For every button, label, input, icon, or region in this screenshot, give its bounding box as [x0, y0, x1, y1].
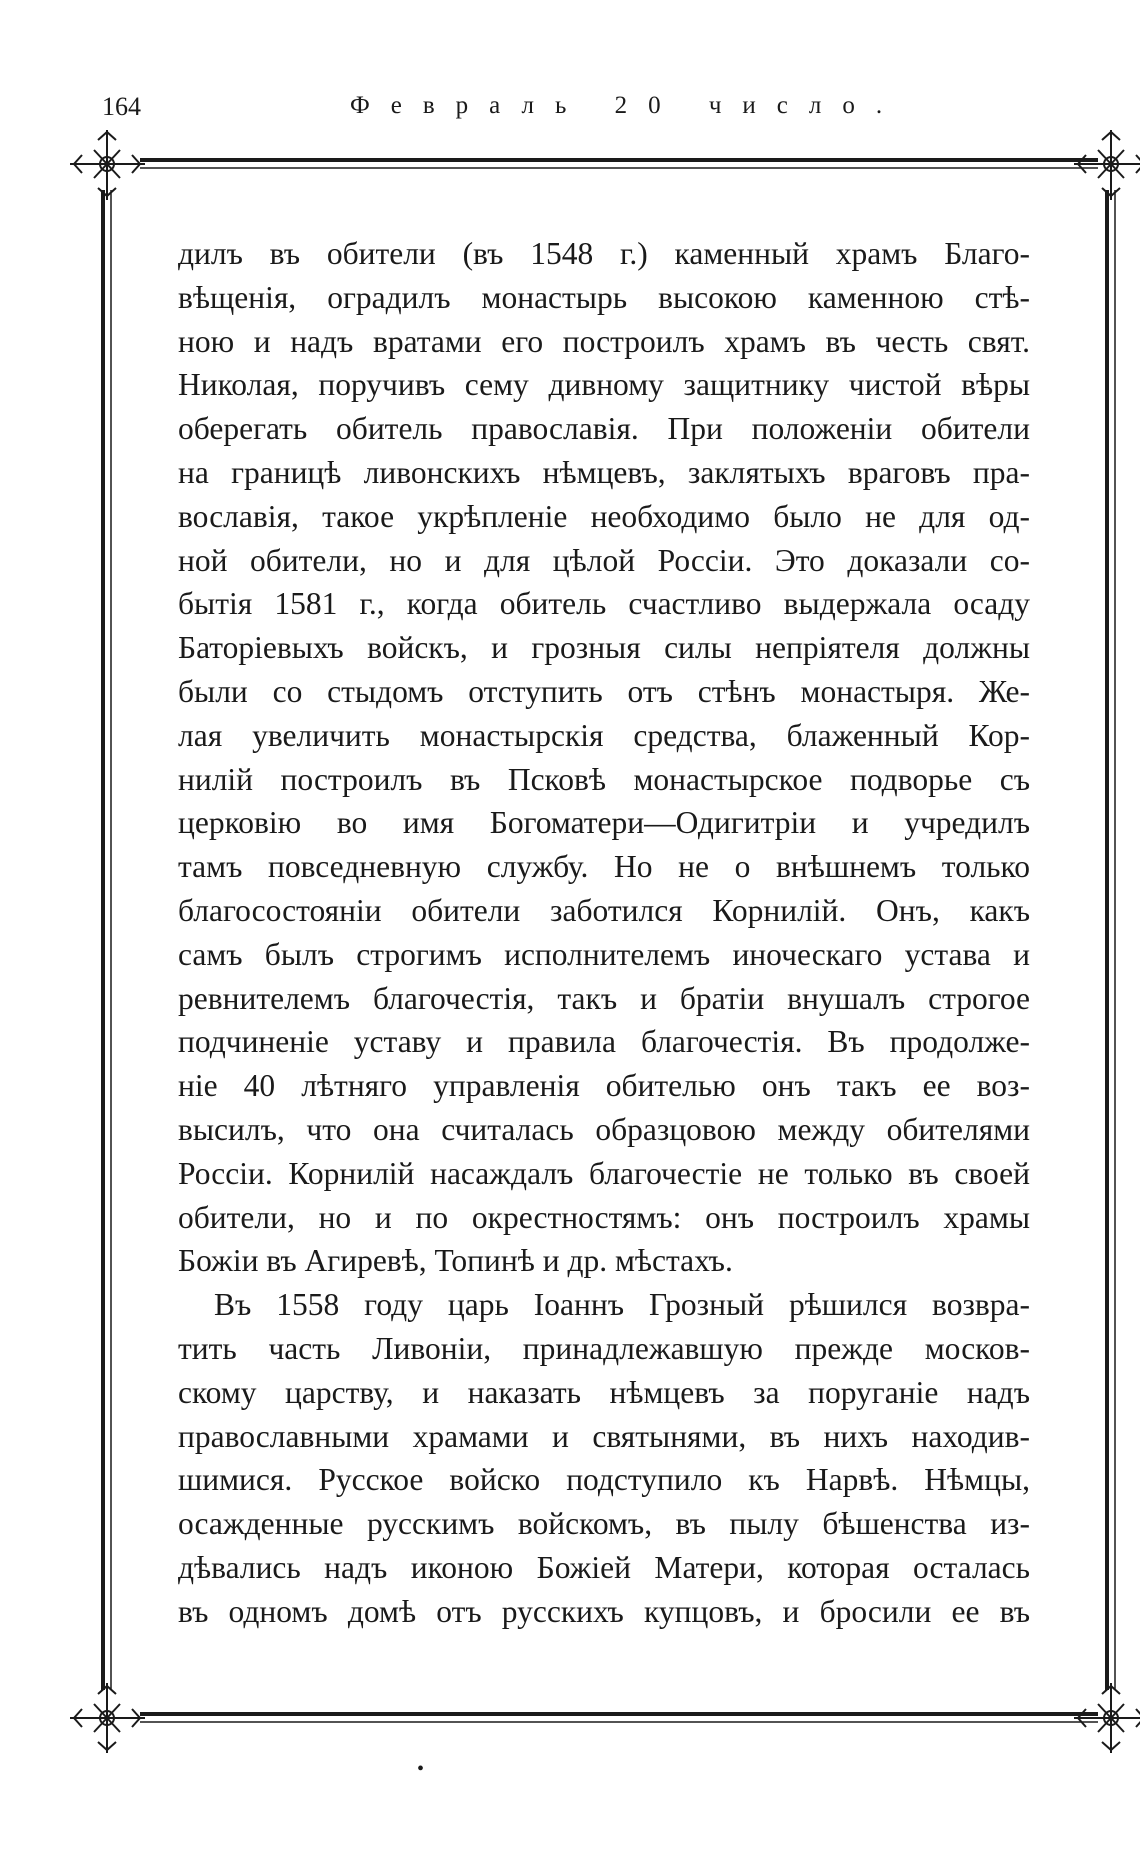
text-line: высилъ, что она считалась образцовою между обителями — [178, 1111, 1030, 1147]
text-line: бытія 1581 г., когда обитель счастливо выдержала осаду — [178, 586, 1030, 622]
corner-ornament-bottom-left — [70, 1683, 145, 1753]
running-title: Февраль 20 число. — [350, 92, 904, 119]
text-line: ревнителемъ благочестія, такъ и братіи внушалъ строгое — [178, 980, 1030, 1016]
text-line: лая увеличить монастырскія средства, блаженный Кор- — [178, 717, 1030, 753]
text-line: Баторіевыхъ войскъ, и грозныя силы непріятеля должны — [178, 630, 1030, 666]
text-line: ной обители, но и для цѣлой Россіи. Это доказали со- — [178, 542, 1030, 578]
page-number: 164 — [102, 92, 141, 121]
text-line: осажденные русскимъ войскомъ, въ пылу бѣшенства из- — [178, 1506, 1030, 1542]
text-line: Въ 1558 году царь Іоаннъ Грозный рѣшился возвра- — [214, 1287, 1030, 1323]
text-line: самъ былъ строгимъ исполнителемъ иноческаго устава и — [178, 936, 1030, 972]
text-line: ною и надъ вратами его построилъ храмъ въ честь свят. — [178, 323, 1030, 359]
text-line: Николая, поручивъ сему дивному защитнику чистой вѣры — [178, 367, 1030, 403]
footer-mark: • — [417, 1758, 425, 1780]
body-text — [178, 232, 1030, 1634]
text-line: скому царству, и наказать нѣмцевъ за поруганіе надъ — [178, 1374, 1030, 1410]
text-line: вославія, такое укрѣпленіе необходимо было не для од- — [178, 498, 1030, 534]
text-line: обители, но и по окрестностямъ: онъ построилъ храмы — [178, 1199, 1030, 1235]
text-line: нилій построилъ въ Псковѣ монастырское подворье съ — [178, 761, 1030, 797]
text-line: тить часть Ливоніи, принадлежавшую прежде москов- — [178, 1330, 1030, 1366]
text-line: дилъ въ обители (въ 1548 г.) каменный храмъ Благо- — [178, 236, 1030, 271]
text-line: благосостояніи обители заботился Корнилій. Онъ, какъ — [178, 892, 1030, 928]
text-line: Россіи. Корнилій насаждалъ благочестіе не только въ своей — [178, 1155, 1030, 1191]
text-line: вѣщенія, оградилъ монастырь высокою каменною стѣ- — [178, 279, 1030, 315]
text-line: тамъ повседневную службу. Но не о внѣшнемъ только — [178, 849, 1030, 885]
corner-ornament-top-left — [70, 130, 145, 200]
text-line: церковію во имя Богоматери—Одигитріи и учредилъ — [178, 805, 1030, 841]
text-line: подчиненіе уставу и правила благочестія. Въ продолже- — [178, 1024, 1030, 1060]
corner-ornament-top-right — [1074, 130, 1140, 200]
text-line: въ одномъ домѣ отъ русскихъ купцовъ, и бросили ее въ — [178, 1593, 1030, 1629]
text-line: дѣвались надъ иконою Божіей Матери, которая осталась — [178, 1549, 1030, 1585]
text-line: на границѣ ливонскихъ нѣмцевъ, заклятыхъ враговъ пра- — [178, 454, 1030, 490]
corner-ornament-bottom-right — [1074, 1683, 1140, 1753]
text-line: ніе 40 лѣтняго управленія обителью онъ такъ ее воз- — [178, 1068, 1030, 1104]
text-line: шимися. Русское войско подступило къ Нарвѣ. Нѣмцы, — [178, 1462, 1030, 1498]
text-line: Божіи въ Агиревѣ, Топинѣ и др. мѣстахъ. — [178, 1243, 733, 1279]
text-line: были со стыдомъ отступить отъ стѣнъ монастыря. Же- — [178, 673, 1030, 709]
text-line: православными храмами и святынями, въ нихъ находив- — [178, 1418, 1030, 1454]
text-line: оберегать обитель православія. При положеніи обители — [178, 411, 1030, 447]
